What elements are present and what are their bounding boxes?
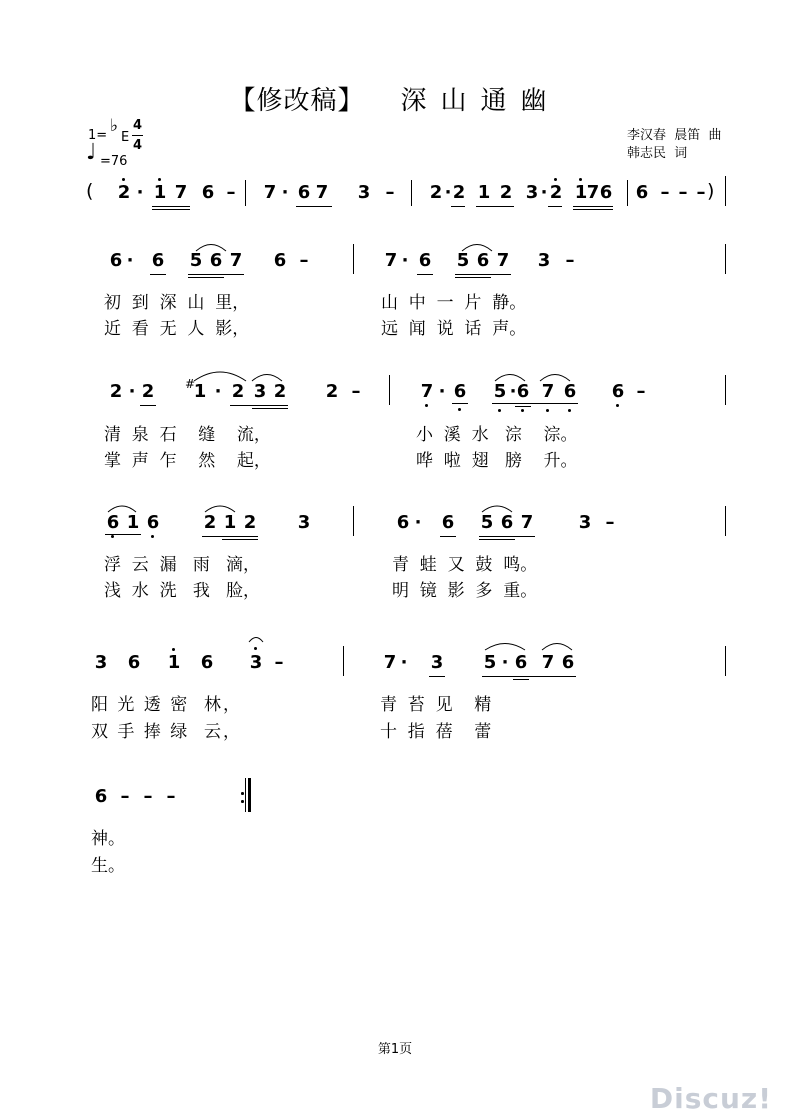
bar-line	[353, 244, 354, 274]
note: 6	[297, 182, 311, 203]
note: 1	[477, 182, 491, 203]
low-octave-dot	[498, 409, 501, 412]
note: ·	[414, 512, 422, 533]
lyric-2b: 远 闻 说 话 声。	[381, 319, 527, 339]
note: ·	[444, 182, 452, 203]
note: ·	[214, 381, 222, 402]
time-bottom: 4	[133, 138, 143, 153]
note: 7	[496, 250, 510, 271]
lyric-8b: 十 指 蓓 蕾	[380, 722, 492, 742]
bar-line	[725, 176, 726, 206]
note: 2	[452, 182, 466, 203]
note: 2	[325, 381, 339, 402]
note: 6	[209, 250, 223, 271]
low-octave-dot	[151, 535, 154, 538]
note: 6	[146, 512, 160, 533]
note: ·	[438, 381, 446, 402]
note: –	[120, 786, 130, 807]
underline	[548, 206, 562, 207]
underline	[573, 209, 613, 210]
lyric-7b: 青 苔 见 精	[380, 695, 492, 715]
note: 2	[231, 381, 245, 402]
note: ·	[281, 182, 289, 203]
tempo-value: =76	[100, 154, 128, 169]
note: 6	[273, 250, 287, 271]
note: 2	[549, 182, 563, 203]
low-octave-dot	[111, 535, 114, 538]
bar-line	[353, 506, 354, 536]
note: 7	[383, 652, 397, 673]
bar-line	[411, 180, 412, 206]
note: 3	[249, 652, 263, 673]
note: –	[226, 182, 236, 203]
lyric-1a: 初 到 深 山 里，	[104, 293, 250, 313]
high-octave-dot	[122, 178, 125, 181]
note: 3	[430, 652, 444, 673]
underline	[188, 277, 224, 278]
note: 6	[418, 250, 432, 271]
note: –	[565, 250, 575, 271]
underline	[230, 405, 288, 406]
note: 6	[109, 250, 123, 271]
note: ·	[509, 381, 517, 402]
note: 2	[273, 381, 287, 402]
underline	[150, 274, 166, 275]
note: 7	[586, 182, 600, 203]
low-octave-dot	[568, 409, 571, 412]
lyric-3a: 清 泉 石 缝 流，	[104, 425, 271, 445]
song-title: 深山通幽	[400, 86, 561, 116]
underline	[455, 274, 511, 275]
lyric-4b: 哗 啦 翅 膀 升。	[416, 451, 578, 471]
slur-arc	[485, 644, 525, 651]
note: ·	[136, 182, 144, 203]
note: ·	[540, 182, 548, 203]
lyric-6b: 明 镜 影 多 重。	[392, 581, 538, 601]
high-octave-dot	[254, 647, 257, 650]
note: 2	[109, 381, 123, 402]
repeat-bar-thin	[245, 778, 246, 812]
lyric-9: 神。	[91, 829, 125, 849]
lyricist-credit: 韩志民 词	[627, 146, 688, 161]
note: ·	[401, 250, 409, 271]
note: –	[299, 250, 309, 271]
note: 6	[563, 381, 577, 402]
note: 6	[516, 381, 530, 402]
note: 6	[611, 381, 625, 402]
page-title	[0, 80, 790, 117]
note: 7	[229, 250, 243, 271]
flat-icon: ♭	[110, 116, 119, 136]
underline	[429, 676, 445, 677]
underline	[440, 536, 456, 537]
composer-credit: 李汉春 晨笛 曲	[627, 128, 722, 143]
note: 3	[94, 652, 108, 673]
note: 6	[151, 250, 165, 271]
lyric-3b: 小 溪 水 淙 淙。	[416, 425, 578, 445]
repeat-dot	[241, 800, 244, 803]
note: 3	[297, 512, 311, 533]
note: –	[274, 652, 284, 673]
note: 3	[578, 512, 592, 533]
note: 5	[493, 381, 507, 402]
note: –	[605, 512, 615, 533]
bar-line	[245, 180, 246, 206]
note: ·	[400, 652, 408, 673]
bar-line	[343, 646, 344, 676]
note: ·	[501, 652, 509, 673]
bar-line	[725, 375, 726, 405]
low-octave-dot	[425, 404, 428, 407]
time-divider	[132, 135, 143, 136]
note: 7	[541, 381, 555, 402]
key-letter: E	[121, 130, 130, 145]
underline	[573, 206, 613, 207]
underline	[252, 408, 288, 409]
low-octave-dot	[546, 409, 549, 412]
note: 6	[476, 250, 490, 271]
high-octave-dot	[554, 178, 557, 181]
underline	[222, 539, 258, 540]
underline	[296, 206, 332, 207]
note: 3	[537, 250, 551, 271]
lyric-10: 生。	[91, 856, 125, 876]
note: 3	[525, 182, 539, 203]
underline	[140, 405, 156, 406]
slur-arc	[194, 372, 246, 381]
note: 5	[456, 250, 470, 271]
lyric-5b: 青 蛙 又 鼓 鸣。	[392, 555, 538, 575]
note: –	[166, 786, 176, 807]
note: –	[678, 182, 688, 203]
fermata-icon	[249, 638, 263, 643]
repeat-bar-thick	[248, 778, 251, 812]
underline	[476, 206, 514, 207]
underline	[202, 536, 258, 537]
underline	[513, 679, 529, 680]
bar-line	[725, 646, 726, 676]
note: –	[385, 182, 395, 203]
high-octave-dot	[579, 178, 582, 181]
underline	[188, 274, 244, 275]
underline	[452, 403, 468, 404]
note: 7	[384, 250, 398, 271]
note: 2	[141, 381, 155, 402]
low-octave-dot	[458, 408, 461, 411]
note: –	[636, 381, 646, 402]
lyric-1b: 山 中 一 片 静。	[381, 293, 527, 313]
lyric-2a: 近 看 无 人 影，	[104, 319, 250, 339]
note: 3	[357, 182, 371, 203]
note: 7	[315, 182, 329, 203]
slur-arc	[542, 644, 572, 651]
page-number: 第1页	[377, 1042, 413, 1057]
note: 6	[201, 182, 215, 203]
note: 5	[480, 512, 494, 533]
bar-line	[725, 506, 726, 536]
note: 3	[253, 381, 267, 402]
note: 1	[167, 652, 181, 673]
underline	[105, 534, 141, 535]
intro-open-paren: (	[86, 180, 94, 202]
note: –	[660, 182, 670, 203]
time-top: 4	[133, 118, 143, 133]
note: 1	[574, 182, 588, 203]
note: 2	[499, 182, 513, 203]
note: 7	[520, 512, 534, 533]
note: 6	[94, 786, 108, 807]
note: 1	[153, 182, 167, 203]
note: –	[696, 182, 706, 203]
note: –	[351, 381, 361, 402]
note: 6	[599, 182, 613, 203]
quarter-note-icon: ♩	[86, 140, 97, 165]
sharp-icon: #	[185, 377, 196, 391]
underline	[417, 274, 433, 275]
bar-line	[627, 180, 628, 206]
underline	[482, 676, 576, 677]
low-octave-dot	[616, 404, 619, 407]
underline	[479, 539, 515, 540]
lyric-5a: 浮 云 漏 雨 滴，	[104, 555, 261, 575]
note: 5	[189, 250, 203, 271]
lyric-4a: 掌 声 乍 然 起，	[104, 451, 271, 471]
bar-line	[725, 244, 726, 274]
note: –	[143, 786, 153, 807]
note: 6	[396, 512, 410, 533]
underline	[152, 209, 190, 210]
note: 2	[429, 182, 443, 203]
note: 6	[200, 652, 214, 673]
note: 7	[420, 381, 434, 402]
bar-line	[389, 375, 390, 405]
note: 2	[243, 512, 257, 533]
note: 7	[263, 182, 277, 203]
note: 1	[223, 512, 237, 533]
key-prefix: 1=	[88, 128, 108, 143]
note: 5	[483, 652, 497, 673]
underline	[455, 277, 491, 278]
underline	[492, 403, 578, 404]
lyric-7a: 阳 光 透 密 林，	[91, 695, 243, 715]
note: 7	[174, 182, 188, 203]
note: 1	[126, 512, 140, 533]
note: 6	[500, 512, 514, 533]
underline	[479, 536, 535, 537]
note: 6	[635, 182, 649, 203]
note: 1	[193, 381, 207, 402]
watermark-logo: Discuz!	[649, 1082, 772, 1115]
note: 6	[106, 512, 120, 533]
note: 6	[514, 652, 528, 673]
repeat-dot	[241, 792, 244, 795]
note: 6	[441, 512, 455, 533]
note: 2	[203, 512, 217, 533]
intro-close-paren: )	[707, 180, 715, 202]
lyric-8a: 双 手 捧 绿 云，	[91, 722, 243, 742]
note: 6	[453, 381, 467, 402]
note: ·	[126, 250, 134, 271]
underline	[152, 206, 190, 207]
note: 6	[127, 652, 141, 673]
note: 2	[117, 182, 131, 203]
title-prefix: 【修改稿】	[229, 86, 365, 116]
note: ·	[128, 381, 136, 402]
underline	[515, 406, 531, 407]
lyric-6a: 浅 水 洗 我 脸，	[104, 581, 261, 601]
low-octave-dot	[521, 409, 524, 412]
note: 6	[561, 652, 575, 673]
underline	[451, 206, 465, 207]
high-octave-dot	[172, 648, 175, 651]
high-octave-dot	[158, 178, 161, 181]
note: 7	[541, 652, 555, 673]
